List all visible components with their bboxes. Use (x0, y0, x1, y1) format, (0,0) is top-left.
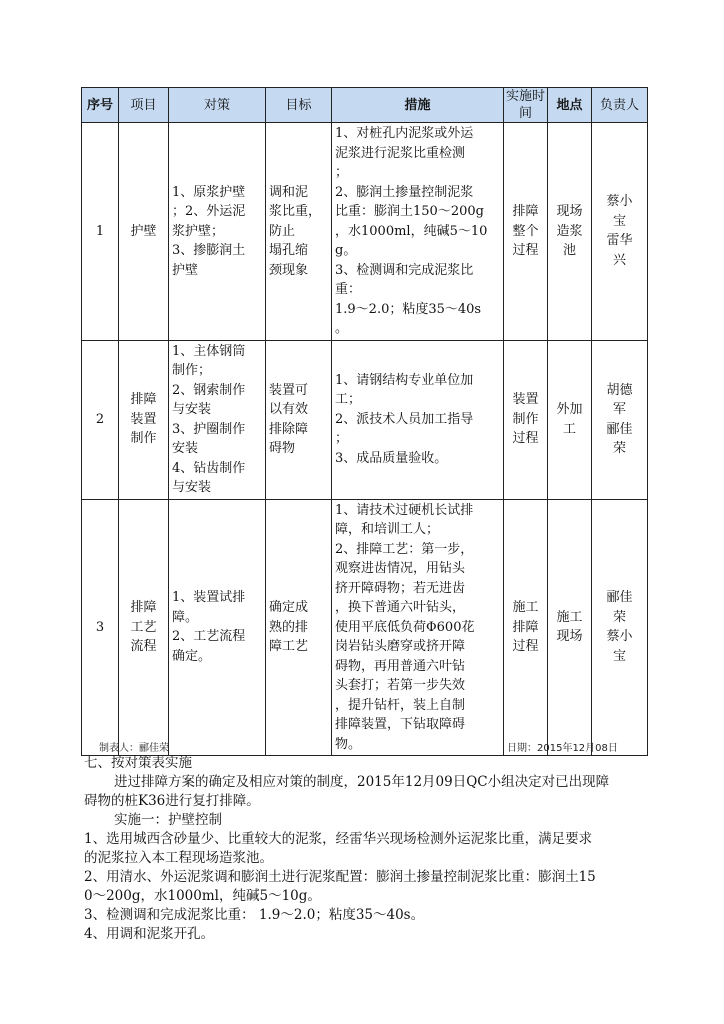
header-person: 负责人 (592, 88, 648, 123)
row-time: 排障 整个 过程 (504, 123, 548, 341)
row-no: 1 (82, 123, 119, 341)
countermeasure-table (81, 87, 648, 756)
row-place: 外加 工 (548, 340, 592, 499)
table-maker: 制表人：郦佳荣 (99, 743, 169, 754)
row-time: 施工 排障 过程 (504, 499, 548, 756)
header-measures: 措施 (332, 88, 504, 123)
row-place: 现场 造浆 池 (548, 123, 592, 341)
subsection-title: 实施一：护壁控制 (114, 812, 222, 828)
header-countermeasure: 对策 (169, 88, 266, 123)
row-place: 施工 现场 (548, 499, 592, 756)
row-countermeasure: 1、主体钢筒 制作； 2、钢索制作 与安装 3、护圈制作 安装 4、钻齿制作 与安装 (169, 340, 266, 499)
body-line: 4、用调和泥浆开孔。 (84, 926, 215, 942)
body-line: 2、用清水、外运泥浆调和膨润土进行泥浆配置：膨润土掺量控制泥浆比重：膨润土15 (84, 869, 596, 885)
body-line: 0～200g，水1000ml，纯碱5～10g。 (84, 888, 321, 904)
row-goal: 调和泥 浆比重， 防止 塌孔缩 颈现象 (266, 123, 332, 341)
row-item: 排障 装置 制作 (119, 340, 169, 499)
table-date: 日期：2015年12月08日 (507, 743, 618, 754)
row-person: 胡德 军 郦佳 荣 (592, 340, 648, 499)
intro-line: 进过排障方案的确定及相应对策的制度，2015年12月09日QC小组决定对已出现障 (114, 774, 610, 790)
row-goal: 确定成 熟的排 障工艺 (266, 499, 332, 756)
row-item: 排障 工艺 流程 (119, 499, 169, 756)
header-item: 项目 (119, 88, 169, 123)
row-countermeasure: 1、装置试排 障。 2、工艺流程 确定。 (169, 499, 266, 756)
row-person: 郦佳 荣 蔡小 宝 (592, 499, 648, 756)
row-item: 护壁 (119, 123, 169, 341)
row-no: 3 (82, 499, 119, 756)
row-measures: 1、对桩孔内泥浆或外运 泥浆进行泥浆比重检测 ； 2、膨润土掺量控制泥浆 比重：膨润土150～200g ，水1000ml，纯碱5～10 g。 3、检测调和完成泥浆比 重： 1.9～2.0；粘度35～40s 。 (332, 123, 504, 341)
body-line: 1、选用城西含砂量少、比重较大的泥浆，经雷华兴现场检测外运泥浆比重，满足要求 (84, 831, 593, 847)
row-measures: 1、请技术过硬机长试排 障，和培训工人； 2、排障工艺：第一步， 观察进齿情况，用钻头 挤开障碍物；若无进齿 ，换下普通六叶钻头， 使用平底低负荷Φ600花 岗岩钻头磨穿或挤开障 碍物，再用普通六叶钻 头套打；若第一步失效 ，提升钻杆，装上自制 排障装置，下钻取障碍 物。 (332, 499, 504, 756)
row-goal: 装置可 以有效 排除障 碍物 (266, 340, 332, 499)
table-row (82, 123, 648, 341)
row-countermeasure: 1、原浆护壁 ；2、外运泥 浆护壁； 3、掺膨润土 护壁 (169, 123, 266, 341)
header-no: 序号 (82, 88, 119, 123)
row-time: 装置 制作 过程 (504, 340, 548, 499)
implementation-section (84, 754, 644, 944)
header-goal: 目标 (266, 88, 332, 123)
table-header-row (82, 88, 648, 123)
body-line: 的泥浆拉入本工程现场造浆池。 (84, 850, 273, 866)
body-line: 3、检测调和完成泥浆比重： 1.9～2.0；粘度35～40s。 (84, 907, 425, 923)
row-measures: 1、请钢结构专业单位加 工； 2、派技术人员加工指导 ； 3、成品质量验收。 (332, 340, 504, 499)
table-row (82, 499, 648, 756)
row-no: 2 (82, 340, 119, 499)
header-place: 地点 (548, 88, 592, 123)
section-title: 七、按对策表实施 (84, 755, 192, 771)
header-time: 实施时间 (504, 88, 548, 123)
intro-line: 碍物的桩K36进行复打排障。 (84, 793, 260, 809)
row-person: 蔡小 宝 雷华 兴 (592, 123, 648, 341)
table-row (82, 340, 648, 499)
